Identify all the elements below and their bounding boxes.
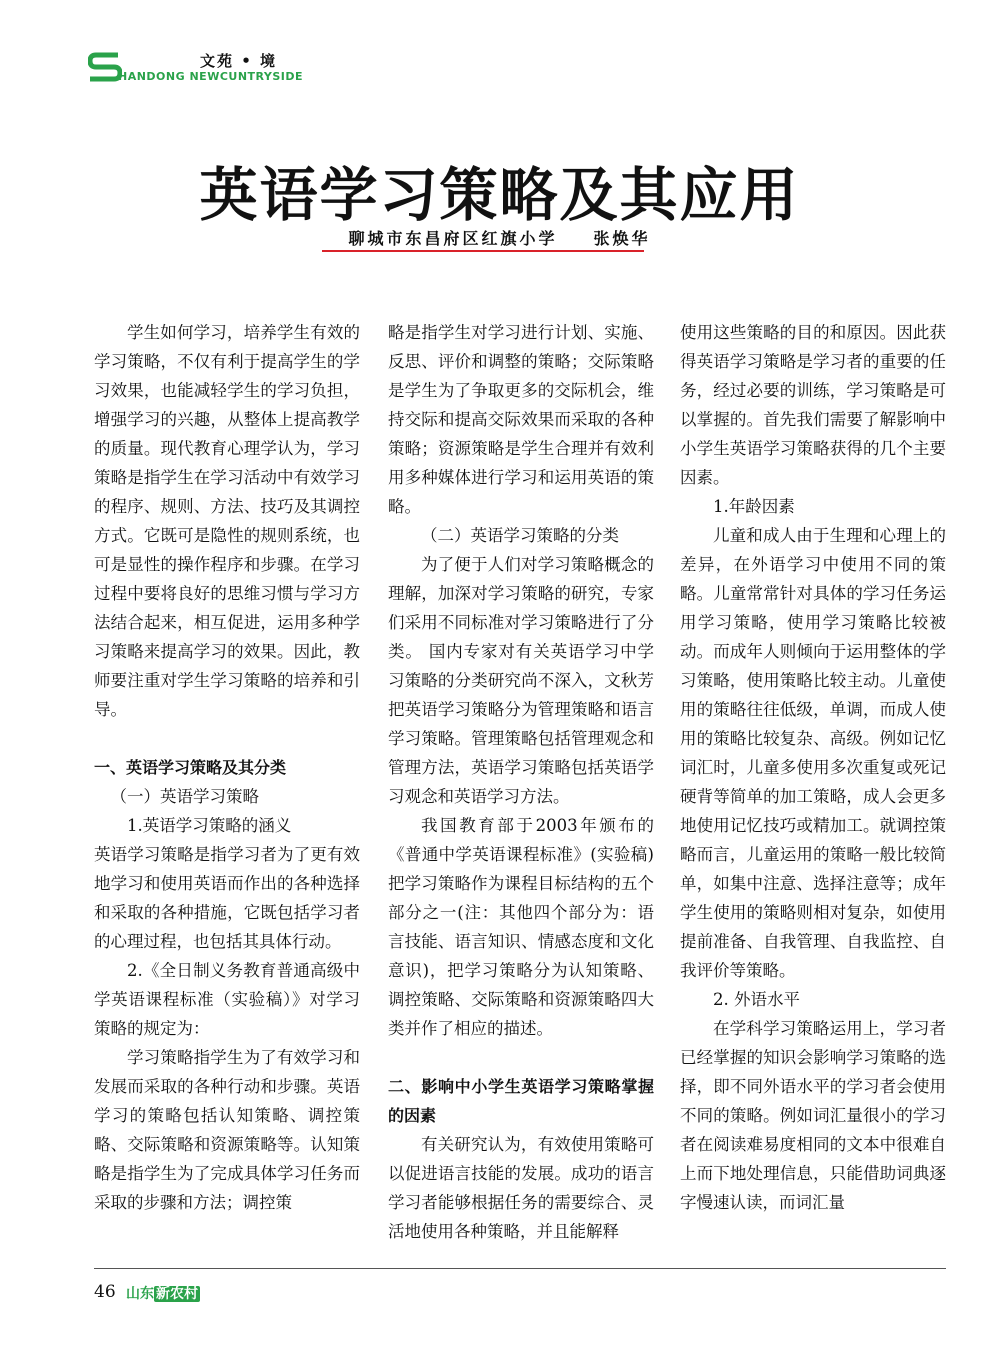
paragraph: 我国教育部于2003年颁布的《普通中学英语课程标准》(实验稿)把学习策略作为课程目标结构的五个部分之一(注：其他四个部分为：语言技能、语言知识、情感态度和文化意识)，把学习策略分为认知策略、调控策略、交际策略和资源策略四大类并作了相应的描述。: [388, 816, 654, 1038]
brand-part-b: 新农村: [156, 1286, 198, 1302]
s-logo-icon: [88, 50, 122, 84]
subsection-heading: （一）英语学习策略: [110, 787, 259, 806]
paragraph: 有关研究认为，有效使用策略可以促进语言技能的发展。成功的语言学习者能够根据任务的需要综合、灵活地使用各种策略，并且能解释: [388, 1135, 654, 1241]
subsection-heading: （二）英语学习策略的分类: [421, 526, 619, 545]
column-1: [94, 318, 360, 1217]
title-underline: [322, 250, 644, 252]
column-2: [388, 318, 654, 1246]
journal-subtitle: HANDONG NEWCUNTRYSIDE: [118, 70, 304, 83]
section-label: 文苑 • 境: [200, 52, 278, 70]
item-heading: 1.年龄因素: [713, 497, 795, 516]
item-heading: 1.英语学习策略的涵义: [127, 816, 292, 835]
paragraph: 学生如何学习，培养学生有效的学习策略，不仅有利于提高学生的学习效果，也能减轻学生的学习负担，增强学习的兴趣，从整体上提高教学的质量。现代教育心理学认为，学习策略是指学生在学习活动中有效学习的程序、规则、方法、技巧及其调控方式。它既可是隐性的规则系统，也可是显性的操作程序和步骤。在学习过程中要将良好的思维习惯与学习方法结合起来，相互促进，运用多种学习策略来提高学习的效果。因此，教师要注重对学生学习策略的培养和引导。: [94, 323, 360, 719]
paragraph: 儿童和成人由于生理和心理上的差异，在外语学习中使用不同的策略。儿童常常针对具体的学习任务运用学习策略，使用学习策略比较被动。而成年人则倾向于运用整体的学习策略，使用策略比较主动。儿童使用的策略往往低级，单调，而成人使用的策略比较复杂、高级。例如记忆词汇时，儿童多使用多次重复或死记硬背等简单的加工策略，成人会更多地使用记忆技巧或精加工。就调控策略而言，儿童运用的策略一般比较简单，如集中注意、选择注意等；成年学生使用的策略则相对复杂，如使用提前准备、自我管理、自我监控、自我评价等策略。: [680, 526, 946, 980]
footer-brand: [126, 1283, 200, 1303]
journal-header: [88, 46, 388, 90]
paragraph: 使用这些策略的目的和原因。因此获得英语学习策略是学习者的重要的任务，经过必要的训练，学习策略是可以掌握的。首先我们需要了解影响中小学生英语学习策略获得的几个主要因素。: [680, 323, 946, 487]
article-title: 英语学习策略及其应用: [199, 161, 800, 229]
page-number: 46: [94, 1282, 116, 1302]
paragraph: 略是指学生对学习进行计划、实施、反思、评价和调整的策略；交际策略是学生为了争取更多的交际机会，维持交际和提高交际效果而采取的各种策略；资源策略是学生合理并有效利用多种媒体进行学习和运用英语的策略。: [388, 323, 654, 516]
paragraph: 为了便于人们对学习策略概念的理解，加深对学习策略的研究，专家们采用不同标准对学习策略进行了分类。 国内专家对有关英语学习中学习策略的分类研究尚不深入，文秋芳把英语学习策略分为管理策略和语言学习策略。管理策略包括管理观念和管理方法，英语学习策略包括英语学习观念和英语学习方法。: [388, 555, 654, 806]
author: 张焕华: [593, 229, 651, 248]
paragraph: 2.《全日制义务教育普通高级中学英语课程标准（实验稿）》对学习策略的规定为：: [94, 961, 360, 1038]
section-heading: 一、英语学习策略及其分类: [94, 758, 287, 777]
affiliation: 聊城市东昌府区红旗小学: [348, 229, 558, 248]
paragraph: 在学科学习策略运用上，学习者已经掌握的知识会影响学习策略的选择，即不同外语水平的学习者会使用不同的策略。例如词汇量很小的学习者在阅读难易度相同的文本中很难自上而下地处理信息，只能借助词典逐字慢速认读，而词汇量: [680, 1019, 946, 1212]
brand-part-a: 山东: [126, 1286, 154, 1302]
paragraph: 学习策略指学生为了有效学习和发展而采取的各种行动和步骤。英语学习的策略包括认知策略、调控策略、交际策略和资源策略等。认知策略是指学生为了完成具体学习任务而采取的步骤和方法；调控策: [94, 1048, 360, 1212]
column-3: [680, 318, 946, 1217]
item-heading: 2. 外语水平: [713, 990, 800, 1009]
paragraph: 英语学习策略是指学习者为了更有效地学习和使用英语而作出的各种选择和采取的各种措施，它既包括学习者的心理过程，也包括其具体行动。: [94, 845, 360, 951]
byline: [0, 226, 999, 249]
section-heading: 二、影响中小学生英语学习策略掌握的因素: [388, 1077, 654, 1125]
footer-divider: [94, 1268, 946, 1269]
